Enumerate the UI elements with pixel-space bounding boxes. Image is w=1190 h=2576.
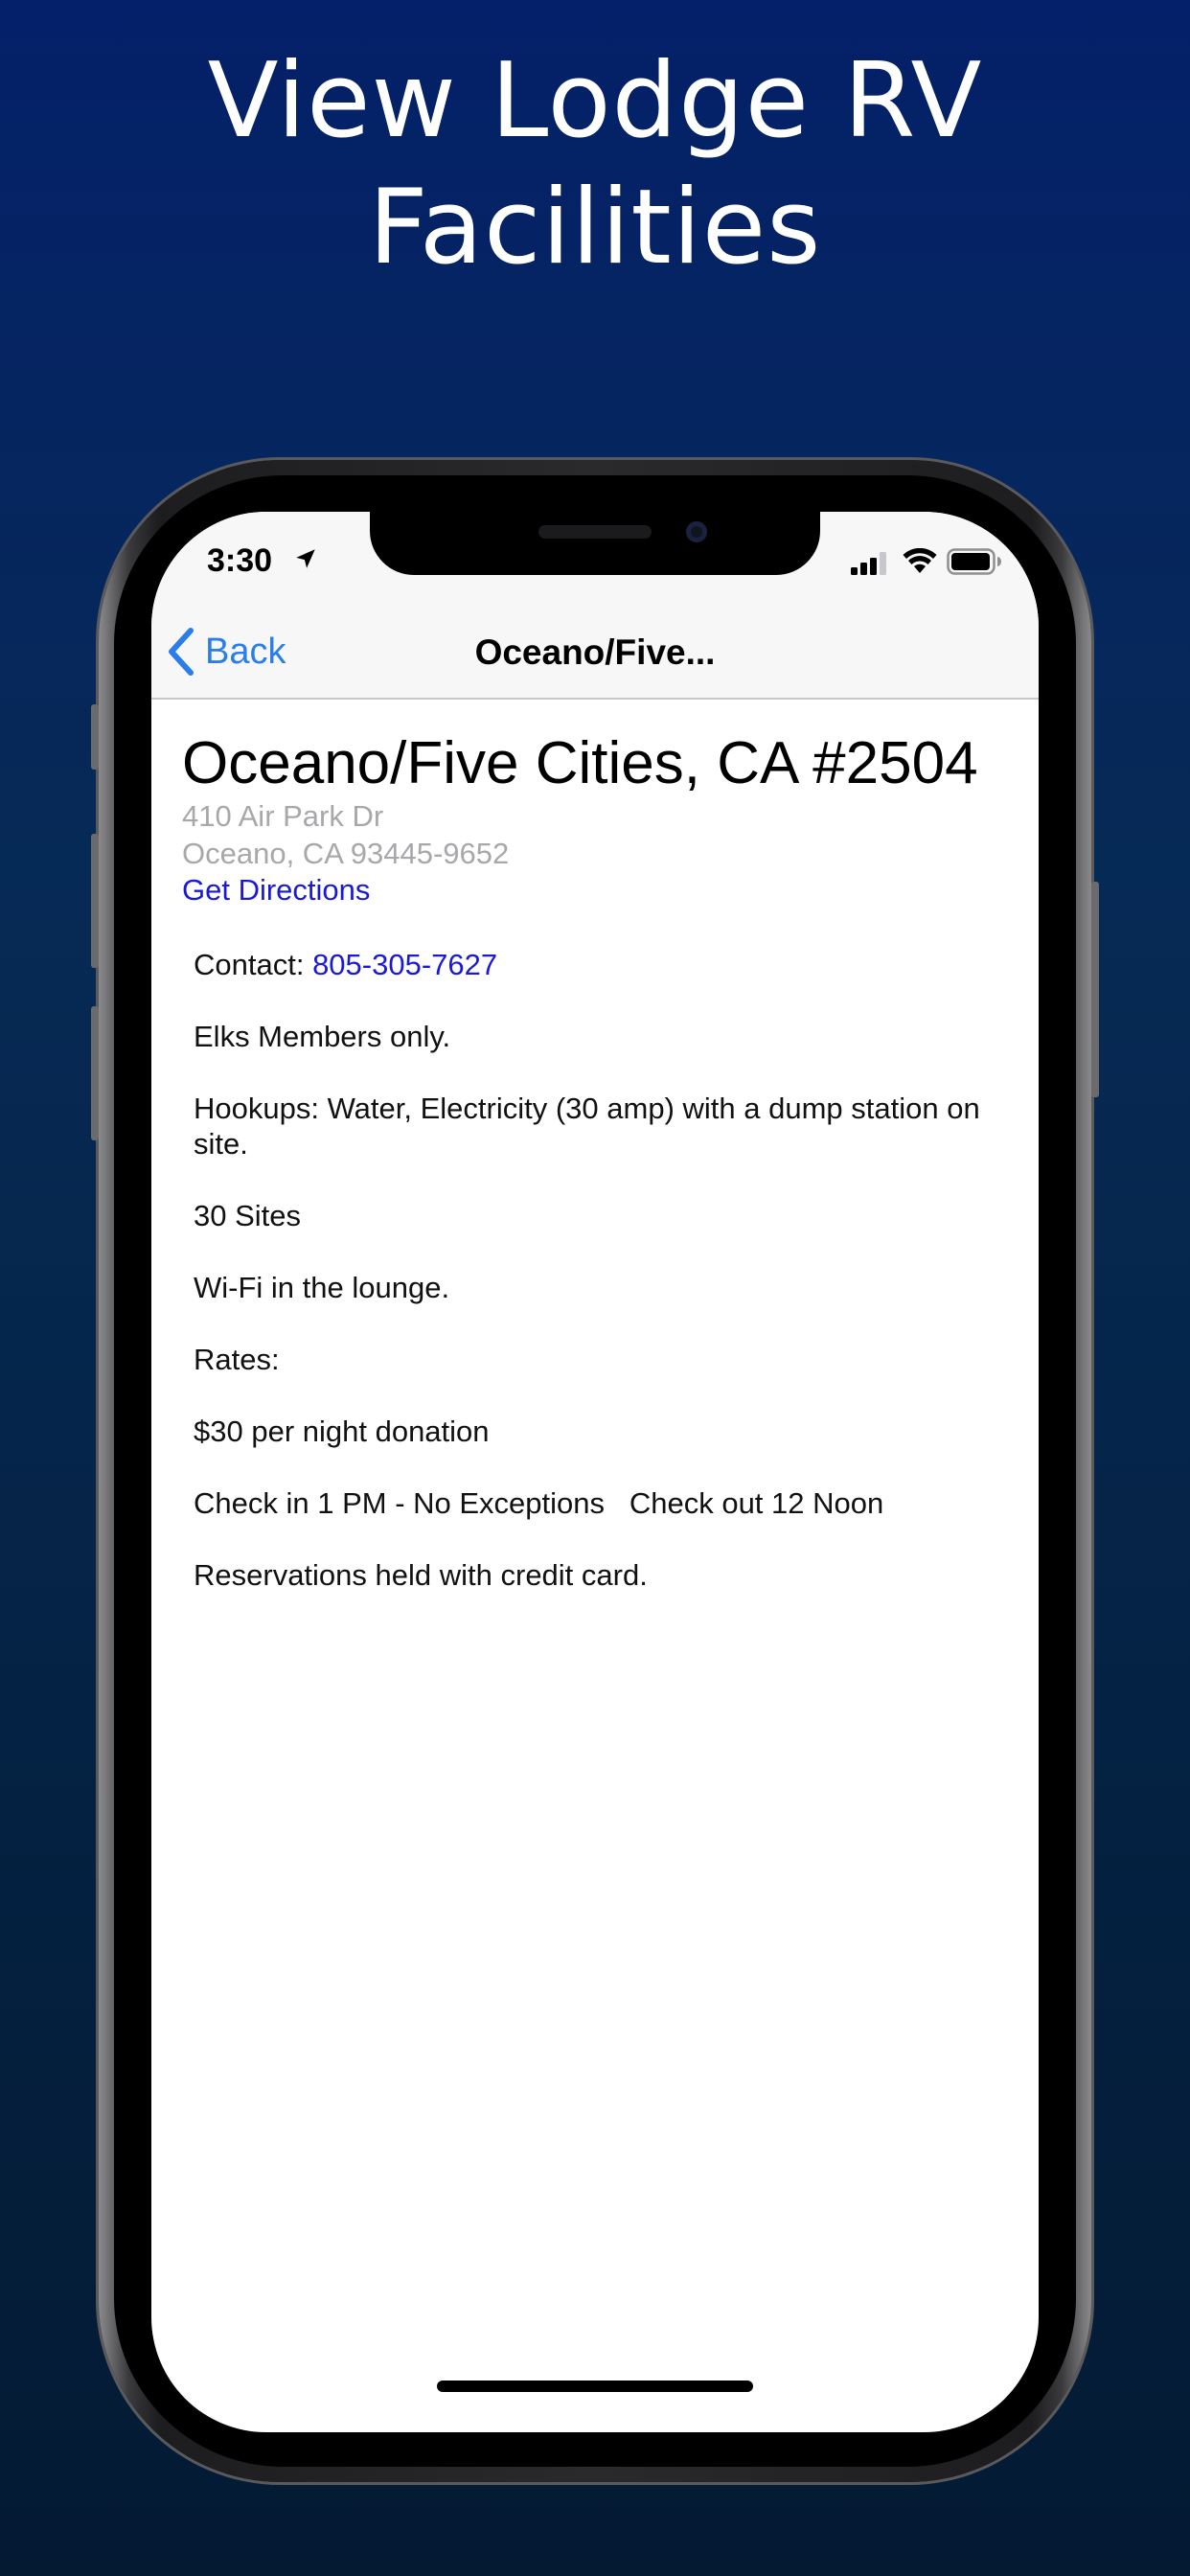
wifi-text: Wi-Fi in the lounge. — [194, 1271, 450, 1304]
battery-icon — [947, 548, 1002, 575]
promo-headline-line1: View Lodge RV — [207, 41, 983, 161]
cellular-signal-icon — [851, 552, 889, 575]
back-button[interactable] — [167, 621, 286, 682]
navigation-bar — [151, 608, 1039, 700]
lodge-detail — [182, 730, 1016, 1629]
address-line1: 410 Air Park Dr — [182, 799, 384, 833]
members-text: Elks Members only. — [194, 1020, 451, 1053]
back-button-label: Back — [205, 631, 286, 672]
contact-row — [194, 947, 1016, 982]
address-line2: Oceano, CA 93445-9652 — [182, 837, 510, 870]
front-camera — [686, 521, 707, 542]
home-indicator[interactable] — [437, 2380, 753, 2392]
lodge-title: Oceano/Five Cities, CA #2504 — [182, 730, 978, 796]
checkin-text: Check in 1 PM - No Exceptions Check out 12 Noon — [194, 1486, 884, 1520]
wifi-icon — [903, 548, 937, 575]
hookups-text: Hookups: Water, Electricity (30 amp) with a dump station on site. — [194, 1092, 980, 1161]
lodge-details — [182, 947, 1016, 1593]
get-directions-link[interactable]: Get Directions — [182, 873, 371, 907]
mute-switch — [91, 704, 99, 770]
promo-headline — [0, 38, 1190, 291]
earpiece-speaker — [538, 525, 652, 539]
rate-text: $30 per night donation — [194, 1414, 490, 1448]
location-arrow-icon — [293, 546, 318, 571]
contact-phone-link[interactable]: 805-305-7627 — [312, 948, 498, 981]
rates-label: Rates: — [194, 1343, 280, 1376]
sites-text: 30 Sites — [194, 1199, 302, 1232]
reservations-text: Reservations held with credit card. — [194, 1558, 648, 1592]
promo-headline-line2: Facilities — [368, 168, 822, 288]
volume-down-button — [91, 1006, 99, 1140]
volume-up-button — [91, 834, 99, 968]
camera-notch — [370, 512, 820, 575]
contact-label: Contact: — [194, 948, 313, 981]
status-time: 3:30 — [207, 542, 273, 579]
power-button — [1091, 882, 1099, 1097]
nav-title: Oceano/Five... — [474, 632, 716, 672]
chevron-left-icon — [167, 627, 195, 677]
phone-screen — [151, 512, 1039, 2432]
